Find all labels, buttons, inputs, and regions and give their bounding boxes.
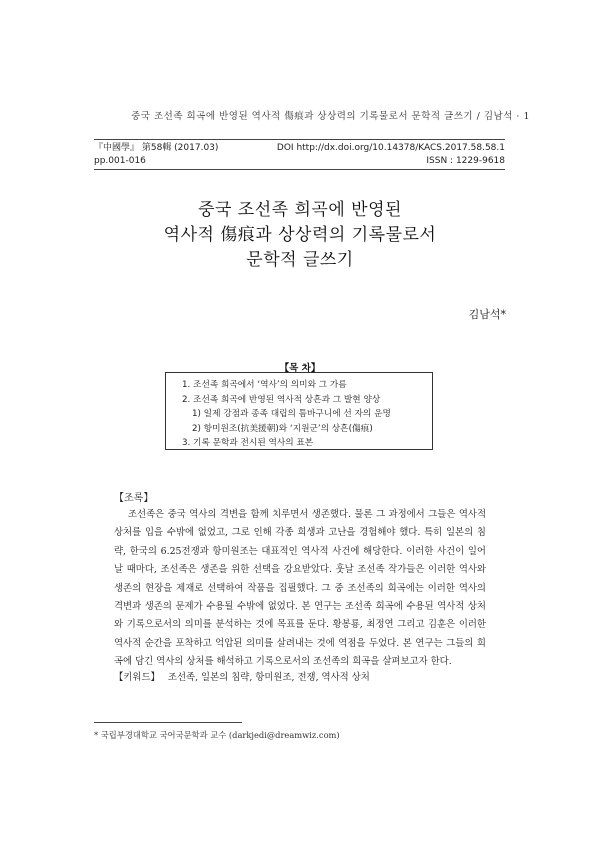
toc-heading: 【목 차】 bbox=[279, 363, 321, 374]
title-line: 중국 조선족 희곡에 반영된 bbox=[198, 200, 402, 220]
toc-subitem: 2) 항미원조(抗美援朝)와 ‘지원군’의 상흔(傷痕) bbox=[192, 423, 373, 434]
abstract-body: 조선족은 중국 역사의 격변을 함께 치루면서 생존했다. 물론 그 과정에서 그들은 역사적 상처를 입을 수밖에 없었고, 그로 인해 각종 희생과 고난을 경험해야 했다. 특히 일본의 침략, 한국의 6.25전쟁과 항미원조는 대표적인 역사적 사건에 해당한다. 이러한 사건이 일어날 때마다, 조선족은 생존을 위한 선택을 강요받았다. 훗날 조선족 작가들은 이러한 역사와 생존의 현장을 제재로 선택하여 작품을 집필했다. 그 중 조선족의 희곡에는 이러한 역사의 격변과 생존의 문제가 수용될 수밖에 없었다. 본 연구는 조선족 희곡에 수용된 역사적 상처와 기록으로서의 의미를 분석하는 것에 목표를 둔다. 황봉룡, 최정연 그리고 김훈은 이러한 역사적 순간을 포착하고 억압된 의미를 살려내는 것에 역점을 두었다. 본 연구는 그들의 희곡에 담긴 역사의 상처를 해석하고 기록으로서의 조선족의 희곡을 살펴보고자 한다. bbox=[114, 509, 486, 668]
author-footnote: * 국립부경대학교 국어국문학과 교수 (darkjedi@dreamwiz.com) bbox=[94, 730, 340, 740]
toc-item: 1. 조선족 희곡에서 ‘역사’의 의미와 그 가름 bbox=[182, 380, 347, 390]
keywords-line bbox=[114, 669, 494, 683]
meta-bottom-rule bbox=[94, 169, 505, 170]
title-line: 문학적 글쓰기 bbox=[246, 250, 354, 270]
title-line: 역사적 傷痕과 상상력의 기록물로서 bbox=[163, 225, 437, 245]
keywords-list: 조선족, 일본의 침략, 항미원조, 전쟁, 역사적 상처 bbox=[167, 672, 370, 683]
issn: ISSN : 1229-9618 bbox=[426, 156, 505, 166]
toc-item: 2. 조선족 희곡에 반영된 역사적 상흔과 그 발현 양상 bbox=[182, 394, 381, 405]
toc-item: 3. 기록 문학과 전시된 역사의 표본 bbox=[182, 438, 314, 448]
paper-title bbox=[0, 198, 600, 273]
journal-citation: 『中國學』 第58輯 (2017.03) bbox=[94, 143, 219, 153]
table-of-contents bbox=[165, 372, 433, 450]
page-range: pp.001-016 bbox=[94, 156, 146, 166]
running-head: 중국 조선족 희곡에 반영된 역사적 傷痕과 상상력의 기록물로서 문학적 글쓰기 / 김남석 · 1 bbox=[131, 111, 530, 122]
author-name: 김남석* bbox=[468, 308, 506, 321]
article-metadata bbox=[94, 142, 505, 168]
footnote-rule bbox=[94, 722, 242, 723]
meta-top-rule bbox=[94, 139, 505, 140]
abstract-heading: 【조록】 bbox=[114, 493, 154, 504]
toc-subitem: 1) 일제 강점과 종족 대립의 틈바구니에 선 자의 운명 bbox=[192, 409, 391, 419]
keywords-label: 【키워드】 bbox=[114, 672, 160, 683]
doi-link[interactable]: DOI http://dx.doi.org/10.14378/KACS.2017.58.58.1 bbox=[276, 143, 505, 153]
